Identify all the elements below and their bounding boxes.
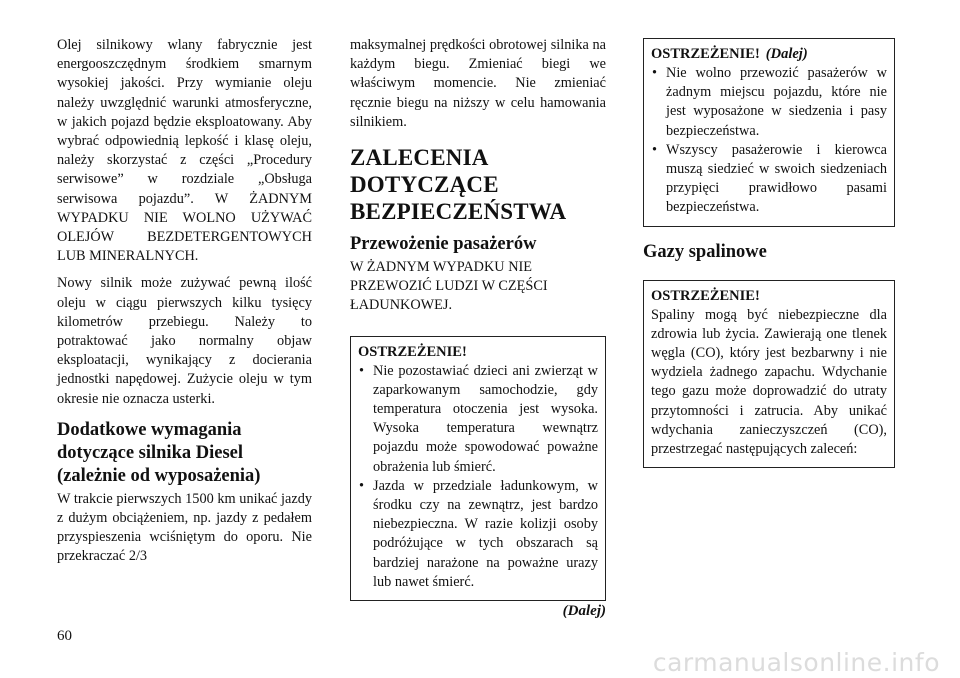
exhaust-gas-heading: Gazy spalinowe xyxy=(643,241,767,262)
warning-box-continued xyxy=(643,38,895,227)
watermark: carmanualsonline.info xyxy=(652,648,940,677)
rpm-paragraph: maksymalnej prędkości obrotowej silnika na każdym biegu. Zmieniać biegi we właściwym momencie. Nie zmieniać ręcznie biegu na niższy w celu hamowania silnikiem. xyxy=(350,37,606,130)
warning-title-text: OSTRZEŻENIE! xyxy=(651,46,760,62)
warning-list xyxy=(358,362,598,592)
left-column xyxy=(57,36,312,567)
continued-label: (Dalej) xyxy=(562,603,606,620)
warning-item: • Nie pozostawiać dzieci ani zwierząt w zaparkowanym samochodzie, gdy temperatura otoczenia jest wysoka. Wysoka temperatura wewnątrz pojazdu może spowodować poważne obrażenia lub śmierć. xyxy=(358,362,598,477)
diesel-requirements-heading: Dodatkowe wymagania dotyczące silnika Diesel (zależnie od wyposażenia) xyxy=(57,419,261,486)
warning-box-passengers xyxy=(350,336,606,601)
exhaust-warning-text: Spaliny mogą być niebezpieczne dla zdrowia lub życia. Zawierają one tlenek węgla (CO), który jest bezbarwny i nie wydziela żadnego zapachu. Wdychanie tego gazu może doprowadzić do utraty przytomności i zatrucia. Aby unikać wdychania zanieczyszczeń (CO), przestrzegać następujących zaleceń: xyxy=(651,306,887,458)
warning-continued-label: (Dalej) xyxy=(765,46,808,62)
page-number: 60 xyxy=(57,628,72,644)
warning-title xyxy=(651,45,887,64)
safety-section-title: ZALECENIA DOTYCZĄCE BEZPIECZEŃSTWA xyxy=(350,145,567,225)
passenger-transport-heading: Przewożenie pasażerów xyxy=(350,234,537,255)
cargo-area-notice: W ŻADNYM WYPADKU NIE PRZEWOZIĆ LUDZI W CZĘŚCI ŁADUNKOWEJ. xyxy=(350,259,548,314)
warning-title: OSTRZEŻENIE! xyxy=(358,343,467,360)
middle-column xyxy=(350,36,606,620)
new-engine-oil-paragraph: Nowy silnik może zużywać pewną ilość oleju w ciągu pierwszych kilku tysięcy kilometrów przebiegu. Należy to potraktować jako normalny objaw eksploatacji, wynikający z docierania jednostki napędowej. Zużycie oleju w tym okresie nie oznacza usterki. xyxy=(57,275,312,407)
warning-item: • Wszyscy pasażerowie i kierowca muszą siedzieć w swoich siedzeniach przypięci prawidłowo pasami bezpieczeństwa. xyxy=(651,141,887,218)
warning-box-exhaust xyxy=(643,280,895,469)
warning-title: OSTRZEŻENIE! xyxy=(651,287,760,304)
warning-item: • Jazda w przedziale ładunkowym, w środku czy na zewnątrz, jest bardzo niebezpieczna. W razie kolizji osoby podróżujące w tych obszarach są bardziej narażone na poważne urazy lub nawet śmierć. xyxy=(358,477,598,592)
warning-list xyxy=(651,64,887,218)
engine-oil-paragraph: Olej silnikowy wlany fabrycznie jest energooszczędnym środkiem smarnym wysokiej jakości. Przy wymianie oleju należy uwzględnić warunki atmosferyczne, w jakich pojazd będzie eksploatowany. Aby wybrać odpowiednią lepkość i klasę oleju, należy skorzystać z części „Procedury serwisowe” w rozdziale „Obsługa serwisowa pojazdu”. W ŻADNYM WYPADKU NIE WOLNO UŻYWAĆ OLEJÓW BEZDETERGENTOWYCH LUB MINERALNYCH. xyxy=(57,37,312,265)
diesel-paragraph: W trakcie pierwszych 1500 km unikać jazdy z dużym obciążeniem, np. jazdy z pedałem przyspieszenia wciśniętym do oporu. Nie przekraczać 2/3 xyxy=(57,490,312,565)
warning-item: • Nie wolno przewozić pasażerów w żadnym miejscu pojazdu, które nie jest wyposażone w siedzenia i pasy bezpieczeństwa. xyxy=(651,64,887,141)
right-column xyxy=(643,38,895,468)
